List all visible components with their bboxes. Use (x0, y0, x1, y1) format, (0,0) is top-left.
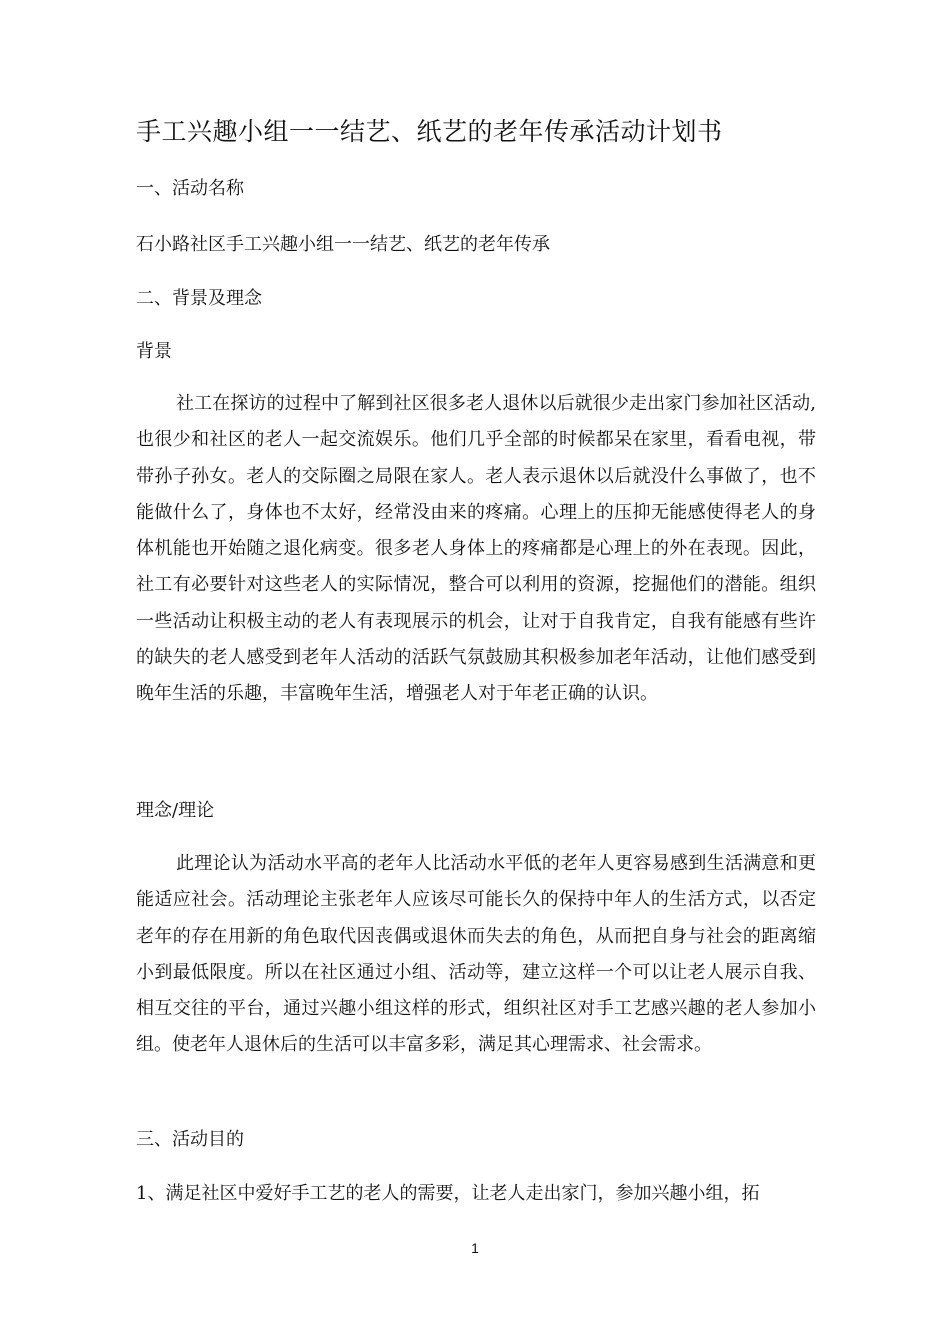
background-paragraph: 社工在探访的过程中了解到社区很多老人退休以后就很少走出家门参加社区活动,也很少和社区的老人一起交流娱乐。他们几乎全部的时候都呆在家里，看看电视，带带孙子孙女。老人的交际圈之局限在家人。老人表示退休以后就没什么事做了，也不能做什么了，身体也不太好，经常没由来的疼痛。心理上的压抑无能感使得老人的身体机能也开始随之退化病变。很多老人身体上的疼痛都是心理上的外在表现。因此，社工有必要针对这些老人的实际情况，整合可以利用的资源，挖掘他们的潜能。组织一些活动让积极主动的老人有表现展示的机会，让对于自我肯定，自我有能感有些许的缺失的老人感受到老年人活动的活跃气氛鼓励其积极参加老年活动，让他们感受到晚年生活的乐趣，丰富晚年生活，增强老人对于年老正确的认识。 (136, 393, 816, 705)
goal-item-1: 1、满足社区中爱好手工艺的老人的需要，让老人走出家门，参加兴趣小组，拓 (136, 1183, 760, 1204)
theory-paragraph: 此理论认为活动水平高的老年人比活动水平低的老年人更容易感到生活满意和更能适应社会。活动理论主张老年人应该尽可能长久的保持中年人的生活方式，以否定老年的存在用新的角色取代因丧偶或退休而失去的角色，从而把自身与社会的距离缩小到最低限度。所以在社区通过小组、活动等，建立这样一个可以让老人展示自我、相互交往的平台，通过兴趣小组这样的形式，组织社区对手工艺感兴趣的老人参加小组。使老年人退休后的生活可以丰富多彩，满足其心理需求、社会需求。 (136, 853, 816, 1056)
document-title: 手工兴趣小组一一结艺、纸艺的老年传承活动计划书 (136, 117, 723, 146)
activity-name-text: 石小路社区手工兴趣小组一一结艺、纸艺的老年传承 (136, 234, 550, 255)
subheading-background: 背景 (136, 341, 172, 362)
page-number: 1 (471, 1240, 479, 1256)
section-heading-activity-name: 一、活动名称 (136, 178, 244, 199)
section-heading-background-and-concept: 二、背景及理念 (136, 288, 262, 309)
section-heading-activity-goals: 三、活动目的 (136, 1129, 244, 1150)
subheading-theory: 理念/理论 (136, 800, 215, 821)
